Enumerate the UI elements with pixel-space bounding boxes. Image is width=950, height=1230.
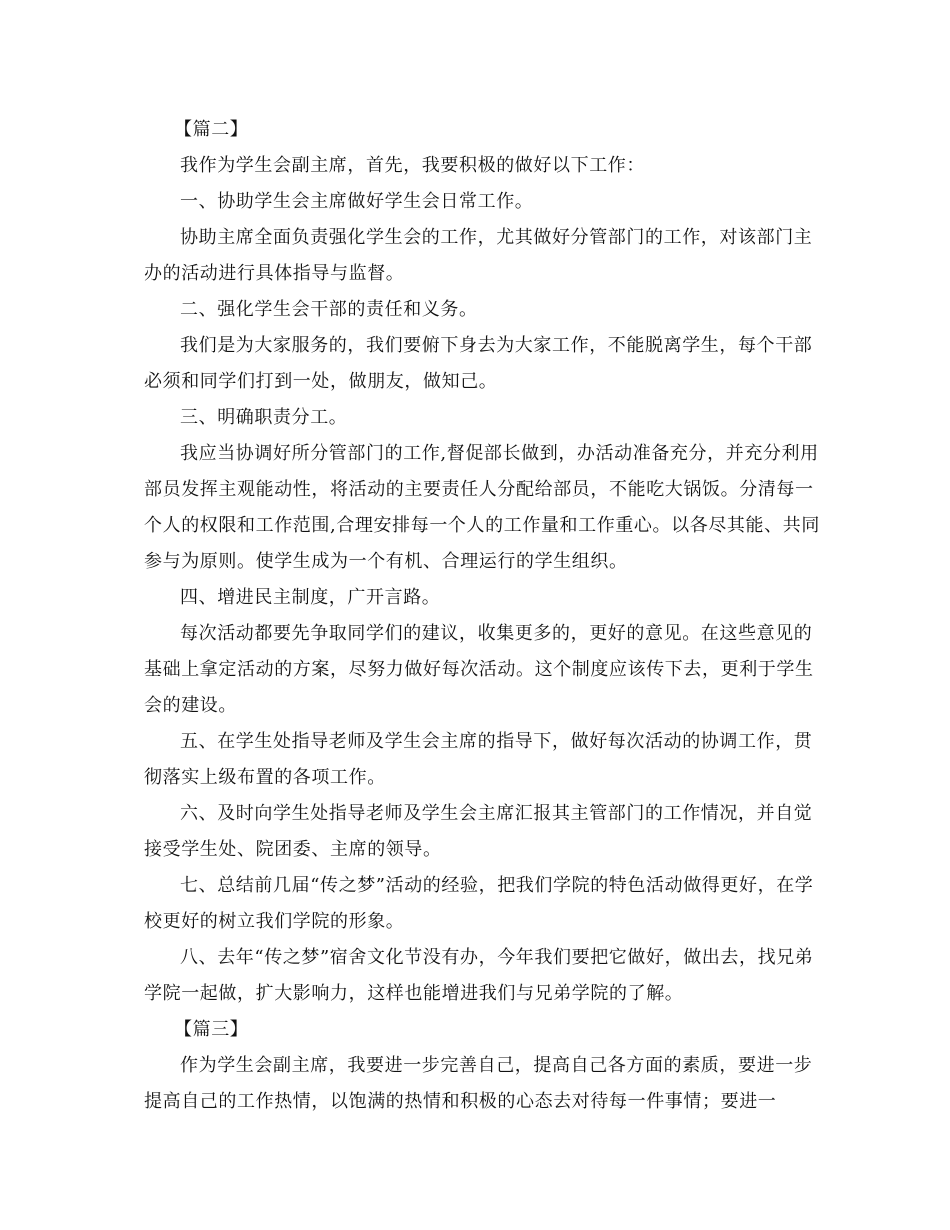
- paragraph: 我应当协调好所分管部门的工作,督促部长做到，办活动准备充分，并充分利用部员发挥主观能动性，将活动的主要责任人分配给部员，不能吃大锅饭。分清每一个人的权限和工作范围,合理安排每一个人的工作量和工作重心。以各尽其能、共同参与为原则。使学生成为一个有机、合理运行的学生组织。: [144, 443, 820, 572]
- paragraph: 七、总结前几届“传之梦”活动的经验，把我们学院的特色活动做得更好，在学校更好的树立我们学院的形象。: [144, 875, 814, 932]
- paragraph: 每次活动都要先争取同学们的建议，收集更多的，更好的意见。在这些意见的基础上拿定活动的方案，尽努力做好每次活动。这个制度应该传下去，更利于学生会的建设。: [144, 623, 814, 716]
- paragraph: 二、强化学生会干部的责任和义务。: [180, 299, 478, 320]
- paragraph: 我作为学生会副主席，首先，我要积极的做好以下工作：: [180, 155, 645, 176]
- paragraph: 我们是为大家服务的，我们要俯下身去为大家工作，不能脱离学生，每个干部必须和同学们打到一处，做朋友，做知己。: [144, 335, 813, 392]
- paragraph: 一、协助学生会主席做好学生会日常工作。: [180, 191, 534, 212]
- paragraph: 八、去年“传之梦”宿舍文化节没有办，今年我们要把它做好，做出去，找兄弟学院一起做，扩大影响力，这样也能增进我们与兄弟学院的了解。: [144, 947, 814, 1004]
- section-heading-2: 【篇二】: [174, 119, 249, 140]
- section-heading-3: 【篇三】: [174, 1019, 249, 1040]
- paragraph: 三、明确职责分工。: [180, 407, 348, 428]
- paragraph: 五、在学生处指导老师及学生会主席的指导下，做好每次活动的协调工作，贯彻落实上级布置的各项工作。: [144, 731, 813, 788]
- paragraph: 六、及时向学生处指导老师及学生会主席汇报其主管部门的工作情况，并自觉接受学生处、院团委、主席的领导。: [144, 803, 813, 860]
- paragraph: 作为学生会副主席，我要进一步完善自己，提高自己各方面的素质，要进一步提高自己的工作热情，以饱满的热情和积极的心态去对待每一件事情；要进一: [144, 1055, 813, 1112]
- paragraph: 协助主席全面负责强化学生会的工作，尤其做好分管部门的工作，对该部门主办的活动进行具体指导与监督。: [144, 227, 813, 284]
- paragraph: 四、增进民主制度，广开言路。: [180, 587, 441, 608]
